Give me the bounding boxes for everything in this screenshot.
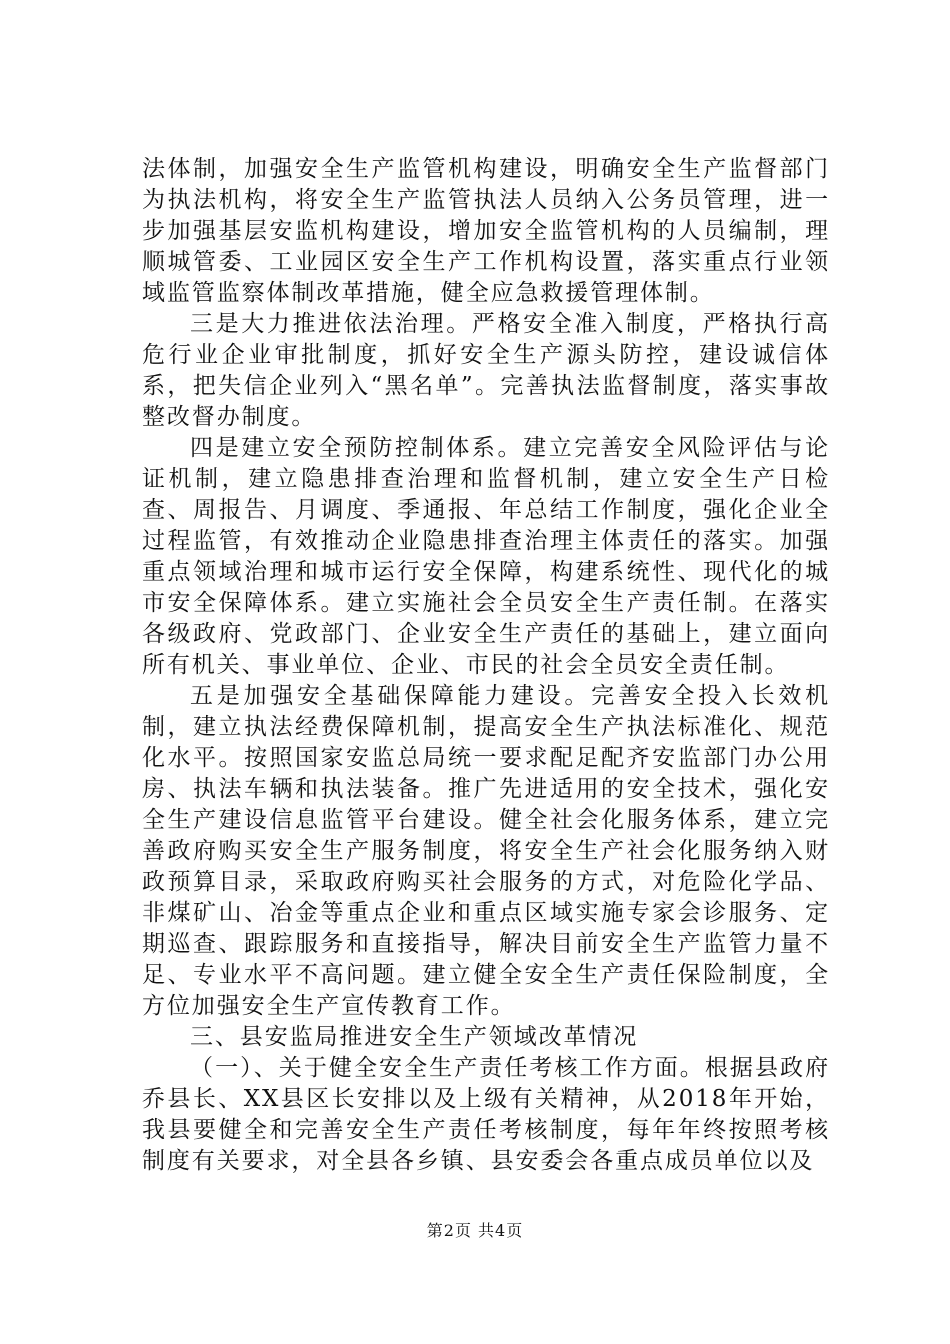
paragraph-2: 三是大力推进依法治理。严格安全准入制度，严格执行高危行业企业审批制度，抓好安全生产源头防控，建设诚信体系，把失信企业列入“黑名单”。完善执法监督制度，落实事故整改督办制度。 <box>142 311 830 430</box>
paragraph-3: 四是建立安全预防控制体系。建立完善安全风险评估与论证机制，建立隐患排查治理和监督机制，建立安全生产日检查、周报告、月调度、季通报、年总结工作制度，强化企业全过程监管，有效推动企业隐患排查治理主体责任的落实。加强重点领域治理和城市运行安全保障，构建系统性、现代化的城市安全保障体系。建立实施社会全员安全生产责任制。在落实各级政府、党政部门、企业安全生产责任的基础上，建立面向所有机关、事业单位、企业、市民的社会全员安全责任制。 <box>142 435 830 678</box>
section-heading: 三、县安监局推进安全生产领域改革情况 <box>190 1024 639 1050</box>
page-number-footer: 第2页 共4页 <box>426 1221 524 1240</box>
document-body <box>142 154 830 1177</box>
paragraph-4: 五是加强安全基础保障能力建设。完善安全投入长效机制，建立执法经费保障机制，提高安全生产执法标准化、规范化水平。按照国家安监总局统一要求配足配齐安监部门办公用房、执法车辆和执法装备。推广先进适用的安全技术，强化安全生产建设信息监管平台建设。健全社会化服务体系，建立完善政府购买安全生产服务制度，将安全生产社会化服务纳入财政预算目录，采取政府购买社会服务的方式，对危险化学品、非煤矿山、冶金等重点企业和重点区域实施专家会诊服务、定期巡查、跟踪服务和直接指导，解决目前安全生产监管力量不足、专业水平不高问题。建立健全安全生产责任保险制度，全方位加强安全生产宣传教育工作。 <box>142 683 830 1019</box>
paragraph-1: 法体制，加强安全生产监管机构建设，明确安全生产监督部门为执法机构，将安全生产监管执法人员纳入公务员管理，进一步加强基层安监机构建设，增加安全监管机构的人员编制，理顺城管委、工业园区安全生产工作机构设置，落实重点行业领域监管监察体制改革措施，健全应急救援管理体制。 <box>142 156 830 306</box>
paragraph-5: （一）、关于健全安全生产责任考核工作方面。根据县政府乔县长、XX县区长安排以及上级有关精神，从2018年开始，我县要健全和完善安全生产责任考核制度，每年年终按照考核制度有关要求，对全县各乡镇、县安委会各重点成员单位以及 <box>142 1055 830 1174</box>
